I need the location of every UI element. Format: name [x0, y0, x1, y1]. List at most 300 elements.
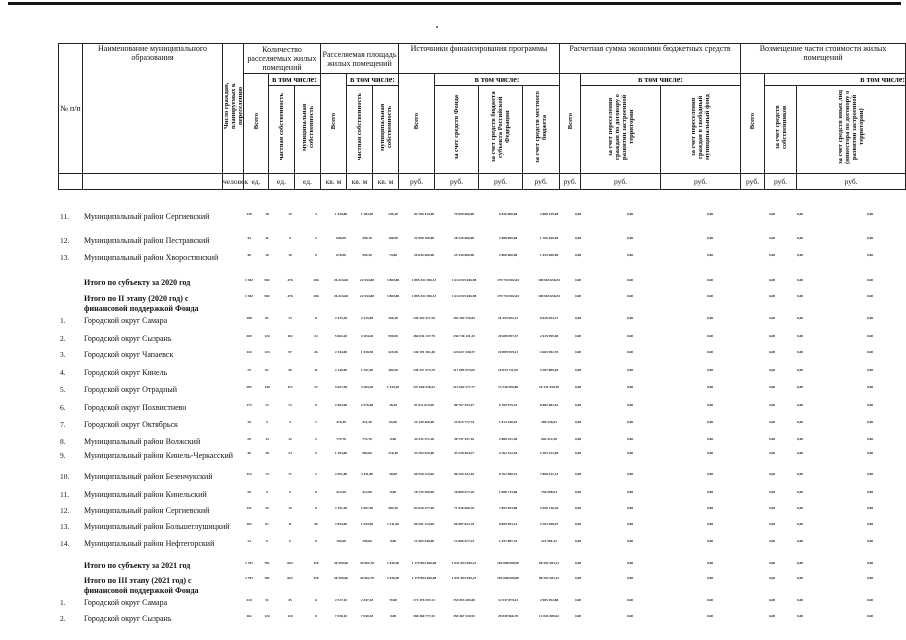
row-value-cell: 0,00 [574, 539, 582, 543]
row-value-cell: 10 889 959,21 [497, 350, 519, 354]
row-value-cell: 582 [264, 278, 270, 282]
row-value-cell: 74,80 [389, 253, 397, 257]
row-value-cell: 124 [287, 614, 293, 618]
row-value-cell: 0,00 [706, 506, 714, 510]
row-number: 8. [60, 437, 66, 446]
row-value-cell: 663 [287, 561, 293, 565]
row-value-cell: 4 104,20 [360, 334, 374, 338]
row-value-cell: 0,00 [866, 368, 874, 372]
row-value-cell: 1 885 331 306,13 [411, 278, 437, 282]
row-value-cell: 0,00 [796, 334, 804, 338]
row-value-cell: 0,00 [626, 522, 634, 526]
row-name: Итого по III этапу (2021 год) с финансовой поддержкой Фонда [84, 576, 199, 595]
row-value-cell: 260,30 [388, 316, 398, 320]
row-value-cell: 0,00 [706, 294, 714, 298]
row-value-cell: 28 [247, 437, 251, 441]
row-name: Городской округ Похвистнево [84, 403, 187, 412]
row-value-cell: 1 257 887,24 [498, 539, 518, 543]
row-value-cell: 8 [315, 316, 317, 320]
row-value-cell: 0,00 [796, 437, 804, 441]
row-value-cell: 71 [288, 472, 292, 476]
row-value-cell: 237 060 328,22 [413, 385, 435, 389]
row-value-cell: 0,00 [574, 278, 582, 282]
row-value-cell: 283 [246, 385, 252, 389]
row-value-cell: 0,00 [866, 294, 874, 298]
row-value-cell: 2 988 000,00 [498, 236, 518, 240]
row-value-cell: 16 393 092,22 [497, 316, 519, 320]
row-value-cell: 118 [313, 576, 319, 580]
row-value-cell: 0,00 [626, 385, 634, 389]
row-value-cell: 0,00 [626, 278, 634, 282]
row-value-cell: 11 843 489,62 [539, 614, 559, 618]
row-value-cell: 1 183,50 [360, 212, 374, 216]
row-value-cell: 604 412,58 [541, 437, 557, 441]
row-name: Муниципальный район Кинель-Черкасский [84, 451, 234, 460]
row-value-cell: 0,00 [706, 368, 714, 372]
ref-b-header: за счет средств иных лиц (инвестора по договору о развитии застроенной территории) [797, 86, 906, 174]
row-value-cell: 0,00 [626, 316, 634, 320]
row-value-cell: 0,00 [706, 539, 714, 543]
row-value-cell: 0,00 [706, 490, 714, 494]
row-value-cell: 1 344,20 [386, 385, 400, 389]
row-value-cell: 100,90 [388, 236, 398, 240]
row-value-cell: 0,00 [626, 368, 634, 372]
row-number: 10. [60, 472, 70, 481]
row-value-cell: 2 215,00 [360, 316, 374, 320]
row-value-cell: 0,00 [768, 451, 776, 455]
scan-dot [436, 26, 438, 28]
row-value-cell: 0,00 [768, 334, 776, 338]
row-name: Муниципальный район Хворостянский [84, 253, 219, 262]
row-value-cell: 56 [314, 522, 318, 526]
table-row [58, 350, 905, 368]
row-value-cell: 0,00 [796, 350, 804, 354]
row-value-cell: 425,50 [388, 350, 398, 354]
row-value-cell: 0,00 [574, 212, 582, 216]
row-value-cell: 25 [265, 506, 269, 510]
row-value-cell: 71 936 066,76 [453, 506, 475, 510]
unit-cell: руб. [435, 174, 479, 190]
sav-incl-header: в том числе: [581, 74, 741, 86]
row-value-cell: 26 414,60 [334, 278, 348, 282]
unit-cell: руб. [765, 174, 797, 190]
row-name: Муниципальный район Кинельский [84, 490, 207, 499]
qty-municipal-header: муниципальная собственность [295, 86, 321, 174]
row-name: Городской округ Самара [84, 316, 168, 325]
row-value-cell: 22 [314, 334, 318, 338]
row-value-cell: 0,00 [574, 385, 582, 389]
row-value-cell: 10 [288, 253, 292, 257]
row-value-cell: 0,00 [768, 294, 776, 298]
row-value-cell: 34 232 371,20 [413, 437, 435, 441]
row-value-cell: 130 327 573,79 [413, 368, 435, 372]
row-value-cell: 10 [265, 253, 269, 257]
row-value-cell: 28 [265, 451, 269, 455]
row-value-cell: 0,00 [626, 490, 634, 494]
row-value-cell: 1 [315, 420, 317, 424]
row-value-cell: 14 465 546,00 [413, 539, 435, 543]
row-value-cell: 128 [246, 212, 252, 216]
row-value-cell: 124 617 440,57 [453, 350, 475, 354]
sav-total-header: Всего [560, 74, 581, 174]
row-value-cell: 44 [247, 236, 251, 240]
row-value-cell: 3 436,90 [386, 561, 400, 565]
row-value-cell: 670,00 [336, 253, 346, 257]
row-value-cell: 412,00 [362, 490, 372, 494]
src-total-header: Всего [399, 74, 435, 174]
row-number: 5. [60, 385, 66, 394]
row-value-cell: 3 [315, 212, 317, 216]
row-value-cell: 12 537 879,41 [497, 598, 519, 602]
row-name: Городской округ Сызрань [84, 614, 172, 623]
row-value-cell: 2 854,00 [334, 522, 348, 526]
row-value-cell: 162 [246, 614, 252, 618]
row-value-cell: 2 [315, 472, 317, 476]
row-number: 1. [60, 316, 66, 325]
row-number: 6. [60, 403, 66, 412]
row-value-cell: 0,00 [866, 334, 874, 338]
row-value-cell: 0,00 [574, 334, 582, 338]
unit-cell: человек [223, 174, 244, 190]
src-fund-header: за счет средств Фонда [435, 86, 479, 174]
ref-incl-header: в том числе: [765, 74, 906, 86]
row-value-cell: 26 962,70 [360, 561, 374, 565]
row-value-cell: 20 680 097,47 [497, 334, 519, 338]
row-value-cell: 0,00 [796, 506, 804, 510]
sav-a-header: за счет переселения граждан по договору о развитии застроенной территории [581, 86, 661, 174]
row-value-cell: 396 360 777,25 [413, 614, 435, 618]
row-value-cell: 1 382 [245, 278, 253, 282]
area-private-header: частная собственность [347, 86, 373, 174]
row-value-cell: 5 627,50 [334, 385, 348, 389]
row-value-cell: 114 [246, 472, 252, 476]
row-number: 3. [60, 350, 66, 359]
row-value-cell: 210 [246, 598, 252, 602]
row-value-cell: 0,00 [768, 403, 776, 407]
row-value-cell: 18 [265, 212, 269, 216]
row-value-cell: 0,00 [389, 437, 397, 441]
row-value-cell: 26 414,60 [334, 294, 348, 298]
row-value-cell: 25 330 000,00 [453, 253, 475, 257]
row-value-cell: 0,00 [706, 437, 714, 441]
row-value-cell: 0,00 [796, 490, 804, 494]
row-value-cell: 0,00 [796, 403, 804, 407]
row-value-cell: 6 [315, 598, 317, 602]
unit-cell: руб. [661, 174, 741, 190]
row-value-cell: 0,00 [796, 598, 804, 602]
row-value-cell: 0,00 [706, 212, 714, 216]
row-value-cell: 123 [264, 350, 270, 354]
row-value-cell: 0 [315, 490, 317, 494]
row-value-cell: 2 [315, 437, 317, 441]
row-value-cell: 0,00 [768, 561, 776, 565]
row-value-cell: 28 226 000,00 [453, 236, 475, 240]
row-value-cell: 384,50 [388, 368, 398, 372]
row-value-cell: 61 [265, 368, 269, 372]
row-value-cell: 476 [287, 294, 293, 298]
row-value-cell: 195,60 [362, 539, 372, 543]
table-row [58, 451, 905, 469]
row-value-cell: 72 [288, 403, 292, 407]
group-refund-header: Возмещение части стоимости жилых помещений [741, 44, 906, 74]
row-value-cell: 0,00 [706, 472, 714, 476]
row-value-cell: 2 475,30 [334, 316, 348, 320]
row-value-cell: 73 [288, 316, 292, 320]
row-value-cell: 0,00 [866, 420, 874, 424]
row-value-cell: 476,40 [336, 420, 346, 424]
row-name: Муниципальный район Пестравский [84, 236, 210, 245]
row-value-cell: 0,00 [866, 278, 874, 282]
row-value-cell: 40 [247, 253, 251, 257]
row-value-cell: 80 592 283,21 [538, 576, 560, 580]
row-value-cell: 1 607,90 [360, 506, 374, 510]
row-value-cell: 0,00 [626, 539, 634, 543]
row-value-cell: 26 [314, 350, 318, 354]
row-value-cell: 260 041 237,79 [413, 334, 435, 338]
table-row [58, 294, 905, 312]
row-value-cell: 0,00 [768, 490, 776, 494]
row-value-cell: 170 710 002,63 [497, 294, 519, 298]
row-value-cell: 0,00 [768, 522, 776, 526]
table-row [58, 212, 905, 230]
row-value-cell: 0,00 [866, 539, 874, 543]
row-value-cell: 0,00 [796, 561, 804, 565]
row-value-cell: 5 203 123,69 [539, 451, 559, 455]
row-value-cell: 0,00 [866, 576, 874, 580]
row-value-cell: 0 [315, 539, 317, 543]
table-row [58, 236, 905, 254]
row-value-cell: 1 088 713,86 [498, 490, 518, 494]
row-value-cell: 0,00 [796, 576, 804, 580]
row-value-cell: 2 146,00 [334, 368, 348, 372]
row-value-cell: 117 005 973,05 [453, 368, 475, 372]
row-value-cell: 140 191 302,48 [413, 350, 435, 354]
row-value-cell: 11 [314, 368, 318, 372]
row-value-cell: 1 179 894 460,68 [411, 561, 437, 565]
row-value-cell: 0,00 [768, 236, 776, 240]
row-value-cell: 781 [264, 561, 270, 565]
row-value-cell: 1 614 555 646,98 [451, 294, 477, 298]
row-value-cell: 0,00 [706, 420, 714, 424]
row-value-cell: 1 707 [245, 576, 253, 580]
row-value-cell: 8 760 975,51 [498, 403, 518, 407]
row-value-cell: 30 399,60 [334, 561, 348, 565]
row-value-cell: 124 [264, 614, 270, 618]
sav-b-header: за счет переселения граждан в свободный муниципальный фонд [661, 86, 741, 174]
row-value-cell: 300 526,63 [541, 420, 557, 424]
row-value-cell: 1 051 093 050,23 [451, 561, 477, 565]
row-value-cell: 45 [288, 598, 292, 602]
row-value-cell: 355 467 320,93 [453, 614, 475, 618]
unit-cell: ед. [269, 174, 295, 190]
row-value-cell: 102 688 000,00 [497, 576, 519, 580]
row-value-cell: 14 [265, 437, 269, 441]
row-value-cell: 0,00 [706, 451, 714, 455]
row-value-cell: 124 [264, 334, 270, 338]
row-value-cell: 0,00 [768, 212, 776, 216]
row-value-cell: 595,20 [362, 253, 372, 257]
row-name: Городской округ Кинель [84, 368, 168, 377]
row-value-cell: 0,00 [574, 253, 582, 257]
row-value-cell: 781 [264, 576, 270, 580]
unit-cell: руб. [399, 174, 435, 190]
unit-cell: руб. [581, 174, 661, 190]
row-value-cell: 10 131 059,59 [538, 385, 560, 389]
row-value-cell: 2 880 419,00 [539, 212, 559, 216]
unit-cell: ед. [244, 174, 269, 190]
row-value-cell: 0,00 [626, 451, 634, 455]
row-value-cell: 0,00 [796, 385, 804, 389]
row-name: Муниципальный район Большеглушицкий [84, 522, 230, 531]
row-value-cell: 0,00 [866, 350, 874, 354]
row-value-cell: 412,00 [336, 490, 346, 494]
row-number: 13. [60, 253, 70, 262]
row-value-cell: 0,00 [768, 598, 776, 602]
table-row [58, 576, 905, 594]
row-value-cell: 173 [246, 403, 252, 407]
row-value-cell: 0,00 [574, 236, 582, 240]
row-value-cell: 2 051,80 [334, 472, 348, 476]
row-value-cell: 0,00 [768, 316, 776, 320]
row-value-cell: 0,00 [768, 350, 776, 354]
row-value-cell: 30 399,60 [334, 576, 348, 580]
row-value-cell: 79 [247, 368, 251, 372]
row-value-cell: 0,00 [768, 539, 776, 543]
row-value-cell: 0,00 [574, 576, 582, 580]
row-value-cell: 7 093 993,88 [498, 506, 518, 510]
row-value-cell: 14 [247, 539, 251, 543]
row-value-cell: 19 [288, 506, 292, 510]
row-value-cell: 2 517,10 [334, 598, 348, 602]
row-value-cell: 0,00 [574, 598, 582, 602]
row-value-cell: 0,00 [626, 576, 634, 580]
row-number: 7. [60, 420, 66, 429]
row-name: Городской округ Самара [84, 598, 168, 607]
row-value-cell: 0,00 [574, 506, 582, 510]
row-name: Итого по субъекту за 2021 год [84, 561, 191, 570]
unit-cell: ед. [295, 174, 321, 190]
row-value-cell: 0,00 [389, 614, 397, 618]
row-value-cell: 0,00 [574, 420, 582, 424]
row-value-cell: 0 [315, 403, 317, 407]
row-value-cell: 18 735 300,00 [413, 490, 435, 494]
table-row [58, 403, 905, 421]
row-value-cell: 96 958 114,00 [414, 472, 434, 476]
qty-incl-header: в том числе: [269, 74, 321, 86]
row-name: Итого по субъекту за 2020 год [84, 278, 191, 287]
row-value-cell: 128 302 317,76 [413, 316, 435, 320]
row-value-cell: 3 869,80 [386, 278, 400, 282]
row-number: 2. [60, 614, 66, 623]
row-value-cell: 0,00 [768, 253, 776, 257]
row-value-cell: 0,00 [796, 420, 804, 424]
row-value-cell: 151 [246, 506, 252, 510]
row-value-cell: 0,00 [796, 294, 804, 298]
row-value-cell: 0,00 [706, 350, 714, 354]
col-citizens-header: Число граждан, планируемых к переселению [223, 44, 244, 174]
row-value-cell: 73 [265, 472, 269, 476]
row-value-cell: 6 [289, 539, 291, 543]
row-value-cell: 80 591 114,00 [414, 522, 434, 526]
row-value-cell: 0,00 [706, 278, 714, 282]
row-value-cell: 0,00 [768, 614, 776, 618]
row-value-cell: 15 [288, 212, 292, 216]
row-value-cell: 0,00 [574, 403, 582, 407]
row-value-cell: 10 033 711,05 [498, 368, 518, 372]
row-name: Муниципальный район Сергиевский [84, 212, 210, 221]
row-value-cell: 43 328 464,27 [453, 451, 475, 455]
row-value-cell: 0,00 [796, 472, 804, 476]
row-value-cell: 0,00 [389, 539, 397, 543]
row-value-cell: 6 826 000,00 [498, 212, 518, 216]
row-value-cell: 80 767 355,47 [453, 403, 475, 407]
row-value-cell: 0,00 [796, 614, 804, 618]
row-value-cell: 80 592 283,21 [538, 561, 560, 565]
row-value-cell: 24 130 460,00 [413, 420, 435, 424]
row-value-cell: 0,00 [574, 294, 582, 298]
row-value-cell: 959,00 [388, 334, 398, 338]
row-value-cell: 4 683 902,70 [539, 350, 559, 354]
table-row [58, 472, 905, 490]
row-value-cell: 499,10 [362, 236, 372, 240]
row-value-cell: 0,00 [706, 522, 714, 526]
row-value-cell: 0,00 [796, 278, 804, 282]
row-value-cell: 5 [266, 420, 268, 424]
row-value-cell: 1 885 331 306,13 [411, 294, 437, 298]
unit-cell: кв. м [347, 174, 373, 190]
row-value-cell: 9 [289, 236, 291, 240]
row-value-cell: 0,00 [866, 522, 874, 526]
row-value-cell: 4 985 194,80 [539, 598, 559, 602]
row-value-cell: 4 703 498,07 [539, 522, 559, 526]
row-value-cell: 0,00 [796, 522, 804, 526]
row-name: Муниципальный район Безенчукский [84, 472, 213, 481]
row-value-cell: 1 051 093 050,23 [451, 576, 477, 580]
row-value-cell: 0,00 [574, 350, 582, 354]
row-value-cell: 1 918,50 [360, 350, 374, 354]
row-value-cell: 0,00 [866, 506, 874, 510]
row-value-cell: 0,00 [768, 368, 776, 372]
row-value-cell: 22 544,80 [360, 278, 374, 282]
row-value-cell: 772,70 [362, 437, 372, 441]
row-number: 11. [60, 490, 70, 499]
row-number: 11. [60, 212, 70, 221]
table-row [58, 522, 905, 540]
row-name: Городской округ Октябрьск [84, 420, 178, 429]
row-value-cell: 0,00 [866, 253, 874, 257]
row-value-cell: 97 611 014,50 [414, 403, 434, 407]
row-value-cell: 213 682 277,77 [453, 385, 475, 389]
row-value-cell: 1 179 894 460,68 [411, 576, 437, 580]
ref-total-header: Всего [741, 74, 765, 174]
row-name: Муниципальный район Волжский [84, 437, 201, 446]
row-value-cell: 0,00 [626, 334, 634, 338]
row-value-cell: 75 000 000,00 [453, 212, 475, 216]
row-value-cell: 0,00 [574, 490, 582, 494]
row-value-cell: 3 287 889,69 [539, 368, 559, 372]
row-value-cell: 171 376 357,21 [413, 598, 435, 602]
row-value-cell: 188 [246, 316, 252, 320]
row-number: 13. [60, 522, 70, 531]
row-value-cell: 2 447,10 [360, 598, 374, 602]
row-value-cell: 6 [266, 539, 268, 543]
row-value-cell: 582 [264, 294, 270, 298]
row-value-cell: 100 065 656,52 [538, 294, 560, 298]
row-value-cell: 2 880 521,46 [498, 437, 518, 441]
unit-cell: руб. [741, 174, 765, 190]
row-value-cell: 0,00 [706, 253, 714, 257]
row-value-cell: 84 706 419,00 [413, 212, 435, 216]
